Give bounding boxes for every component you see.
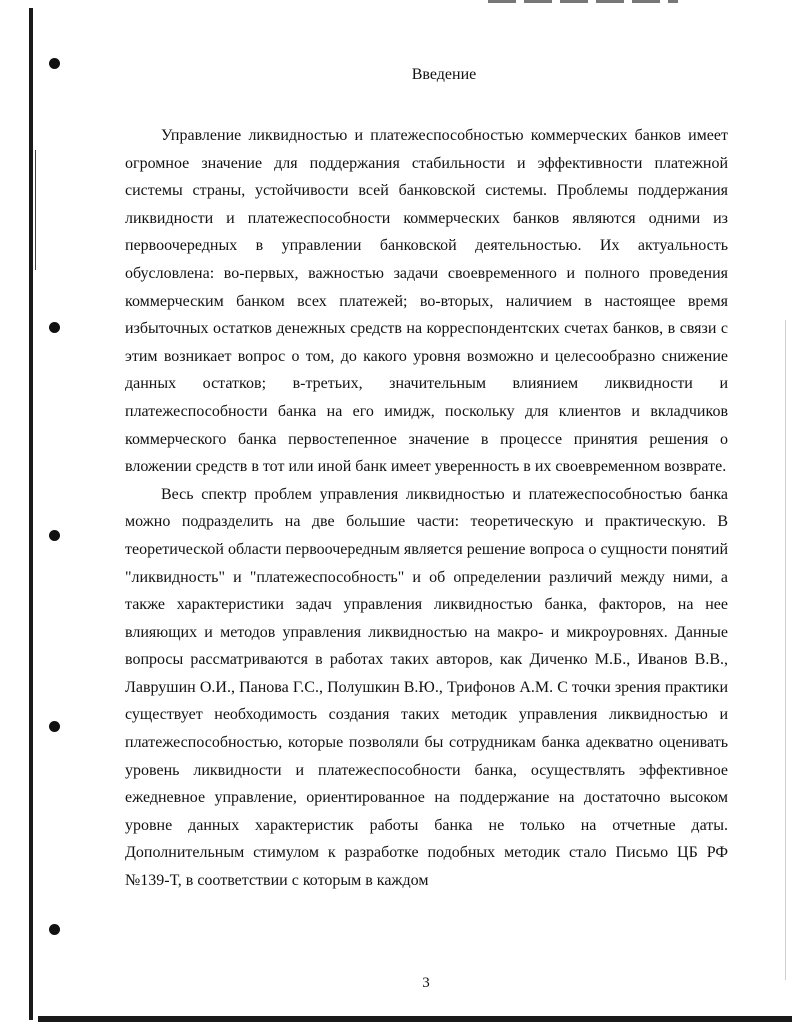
punch-hole (49, 322, 60, 333)
document-body (125, 122, 728, 895)
page-number: 3 (422, 975, 430, 991)
paragraph: Весь спектр проблем управления ликвидностью и платежеспособностью банка можно подразделить на две большие части: теоретическую и практическую. В теоретической области первоочередным является решение вопроса о сущности понятий "ликвидность" и "платежеспособность" и об определении различий между ними, а также характеристики задач управления ликвидностью банка, факторов, на нее влияющих и методов управления ликвидностью на макро- и микроуровнях. Данные вопросы рассматриваются в работах таких авторов, как Диченко М.Б., Иванов В.В., Лаврушин О.И., Панова Г.С., Полушкин В.Ю., Трифонов А.М. С точки зрения практики существует необходимость создания таких методик управления ликвидностью и платежеспособностью, которые позволяли бы сотрудникам банка адекватно оценивать уровень ликвидности и платежеспособности банка, осуществлять эффективное ежедневное управление, ориентированное на поддержание на достаточно высоком уровне данных характеристик работы банка не только на отчетные даты. Дополнительным стимулом к разработке подобных методик стало Письмо ЦБ РФ №139-Т, в соответствии с которым в каждом (125, 485, 728, 890)
scan-left-line (35, 150, 36, 270)
scan-left-edge (29, 8, 33, 1020)
punch-hole (49, 924, 60, 935)
punch-hole (49, 721, 60, 732)
punch-hole (49, 530, 60, 541)
page-title: Введение (411, 66, 477, 83)
paragraph: Управление ликвидностью и платежеспособностью коммерческих банков имеет огромное значение для поддержания стабильности и эффективности платежной системы страны, устойчивости всей банковской системы. Проблемы поддержания ликвидности и платежеспособности коммерческих банков являются одними из первоочередных в управлении банковской деятельностью. Их актуальность обусловлена: во-первых, важностью задачи своевременного и полного проведения коммерческим банком всех платежей; во-вторых, наличием в настоящее время избыточных остатков денежных средств на корреспондентских счетах банков, в связи с этим возникает вопрос о том, до какого уровня возможно и целесообразно снижение данных остатков; в-третьих, значительным влиянием ликвидности и платежеспособности банка на его имидж, поскольку для клиентов и вкладчиков коммерческого банка первостепенное значение в процессе принятия решения о вложении средств в тот или иной банк имеет уверенность в их своевременном возврате. (125, 127, 728, 476)
scan-right-edge (785, 320, 786, 980)
scan-top-marks (488, 0, 678, 3)
scan-bottom-edge (38, 1016, 792, 1022)
